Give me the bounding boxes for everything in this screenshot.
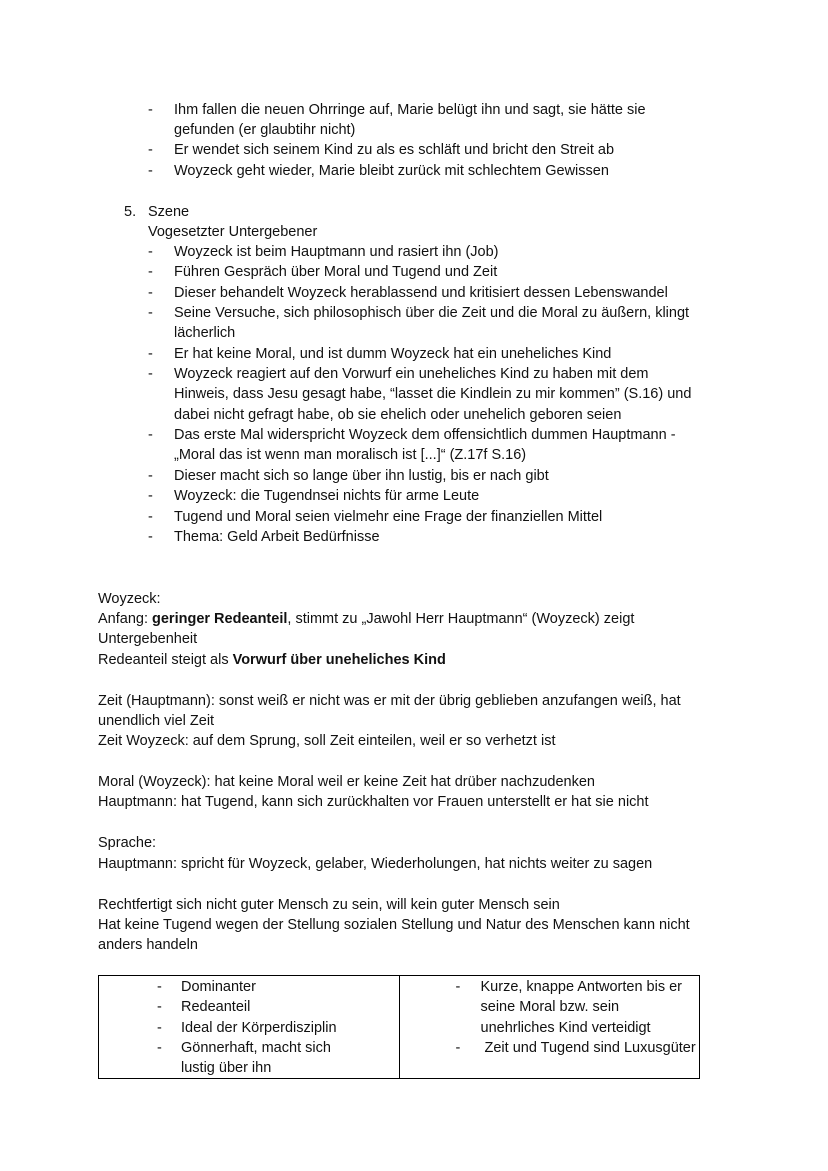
scene-bullet-cont: Hinweis, dass Jesu gesagt habe, “lasset die Kindlein zu mir kommen” (S.16) und (174, 386, 692, 402)
anfang-cont: Untergebenheit (98, 631, 198, 647)
zeit-woyzeck: Zeit Woyzeck: auf dem Sprung, soll Zeit einteilen, weil er so verhetzt ist (98, 733, 556, 749)
table-cell-hauptmann (99, 976, 400, 1079)
bullet-dash: - (148, 366, 153, 382)
bullet-dash: - (455, 1040, 461, 1056)
bullet-dash: - (148, 509, 153, 525)
table-item: Gönnerhaft, macht sich (181, 1040, 331, 1056)
redeanteil-bold: Vorwurf über uneheliches Kind (232, 652, 446, 668)
zeit-hauptmann: Zeit (Hauptmann): sonst weiß er nicht was er mit der übrig geblieben anzufangen weiß, hat (98, 693, 681, 709)
tugend-line: Hat keine Tugend wegen der Stellung sozialen Stellung und Natur des Menschen kann nicht (98, 917, 690, 933)
scene-bullet: Dieser behandelt Woyzeck herablassend und kritisiert dessen Lebenswandel (174, 285, 668, 301)
anfang-bold: geringer Redeanteil (152, 611, 288, 627)
table-item-cont: seine Moral bzw. sein (480, 999, 620, 1015)
table-cell-woyzeck (399, 976, 700, 1079)
scene-number: 5. (124, 204, 137, 220)
scene-bullet: Das erste Mal widerspricht Woyzeck dem offensichtlich dummen Hauptmann - (174, 427, 676, 443)
redeanteil-line: Redeanteil steigt als Vorwurf über uneheliches Kind (98, 652, 446, 668)
scene-bullet: Seine Versuche, sich philosophisch über die Zeit und die Moral zu äußern, klingt (174, 305, 690, 321)
woyzeck-heading: Woyzeck: (98, 591, 161, 607)
bullet-dash: - (148, 102, 153, 118)
bullet-dash: - (157, 999, 162, 1015)
rechtfertigung-line: Rechtfertigt sich nicht guter Mensch zu sein, will kein guter Mensch sein (98, 897, 560, 913)
comparison-table (98, 975, 700, 1079)
tugend-line-cont: anders handeln (98, 937, 198, 953)
scene-bullet: Führen Gespräch über Moral und Tugend und Zeit (174, 264, 498, 280)
bullet-dash: - (455, 979, 461, 995)
scene-bullet: Woyzeck reagiert auf den Vorwurf ein uneheliches Kind zu haben mit dem (174, 366, 649, 382)
bullet-dash: - (148, 346, 153, 362)
bullet-dash: - (148, 529, 153, 545)
scene-bullet: Dieser macht sich so lange über ihn lustig, bis er nach gibt (174, 468, 549, 484)
bullet-dash: - (157, 1020, 162, 1036)
table-item-cont: lustig über ihn (181, 1060, 272, 1076)
scene-bullet-cont: lächerlich (174, 325, 236, 341)
bullet-dash: - (148, 244, 153, 260)
scene-bullet: Woyzeck ist beim Hauptmann und rasiert ihn (Job) (174, 244, 499, 260)
scene-subtitle: Vogesetzter Untergebener (148, 224, 318, 240)
bullet-dash: - (157, 1040, 162, 1056)
scene-bullet: Tugend und Moral seien vielmehr eine Frage der finanziellen Mittel (174, 509, 603, 525)
bullet-dash: - (148, 264, 153, 280)
bullet-dash: - (148, 427, 153, 443)
bullet-dash: - (148, 468, 153, 484)
bullet-dash: - (148, 163, 153, 179)
scene-bullet: Thema: Geld Arbeit Bedürfnisse (174, 529, 380, 545)
bullet-dash: - (157, 979, 162, 995)
anfang-line: Anfang: geringer Redeanteil, stimmt zu „Jawohl Herr Hauptmann“ (Woyzeck) zeigt (98, 611, 635, 627)
bullet-dash: - (148, 488, 153, 504)
bullet-dash: - (148, 142, 153, 158)
sprache-heading: Sprache: (98, 835, 157, 851)
table-item: Ideal der Körperdisziplin (181, 1020, 337, 1036)
moral-woyzeck: Moral (Woyzeck): hat keine Moral weil er keine Zeit hat drüber nachzudenken (98, 774, 595, 790)
bullet-dash: - (148, 305, 153, 321)
scene-title: Szene (148, 204, 190, 220)
table-item: Kurze, knappe Antworten bis er (480, 979, 683, 995)
intro-bullet: Er wendet sich seinem Kind zu als es schläft und bricht den Streit ab (174, 142, 615, 158)
table-item-cont: unehrliches Kind verteidigt (480, 1020, 651, 1036)
intro-bullet-cont: gefunden (er glaubtihr nicht) (174, 122, 356, 138)
table-item: Redeanteil (181, 999, 251, 1015)
table-item: Zeit und Tugend sind Luxusgüter (484, 1040, 696, 1056)
sprache-hauptmann: Hauptmann: spricht für Woyzeck, gelaber, Wiederholungen, hat nichts weiter zu sagen (98, 856, 653, 872)
table-item: Dominanter (181, 979, 256, 995)
scene-bullet-cont: dabei nicht gefragt habe, ob sie ehelich oder unehelich geboren seien (174, 407, 622, 423)
scene-bullet: Woyzeck: die Tugendnsei nichts für arme Leute (174, 488, 480, 504)
scene-bullet-cont: „Moral das ist wenn man moralisch ist [...]“ (Z.17f S.16) (174, 447, 527, 463)
bullet-dash: - (148, 285, 153, 301)
intro-bullet: Ihm fallen die neuen Ohrringe auf, Marie belügt ihn und sagt, sie hätte sie (174, 102, 646, 118)
intro-bullet: Woyzeck geht wieder, Marie bleibt zurück mit schlechtem Gewissen (174, 163, 609, 179)
scene-bullet: Er hat keine Moral, und ist dumm Woyzeck hat ein uneheliches Kind (174, 346, 612, 362)
moral-hauptmann: Hauptmann: hat Tugend, kann sich zurückhalten vor Frauen unterstellt er hat sie nicht (98, 794, 649, 810)
zeit-hauptmann-cont: unendlich viel Zeit (98, 713, 215, 729)
